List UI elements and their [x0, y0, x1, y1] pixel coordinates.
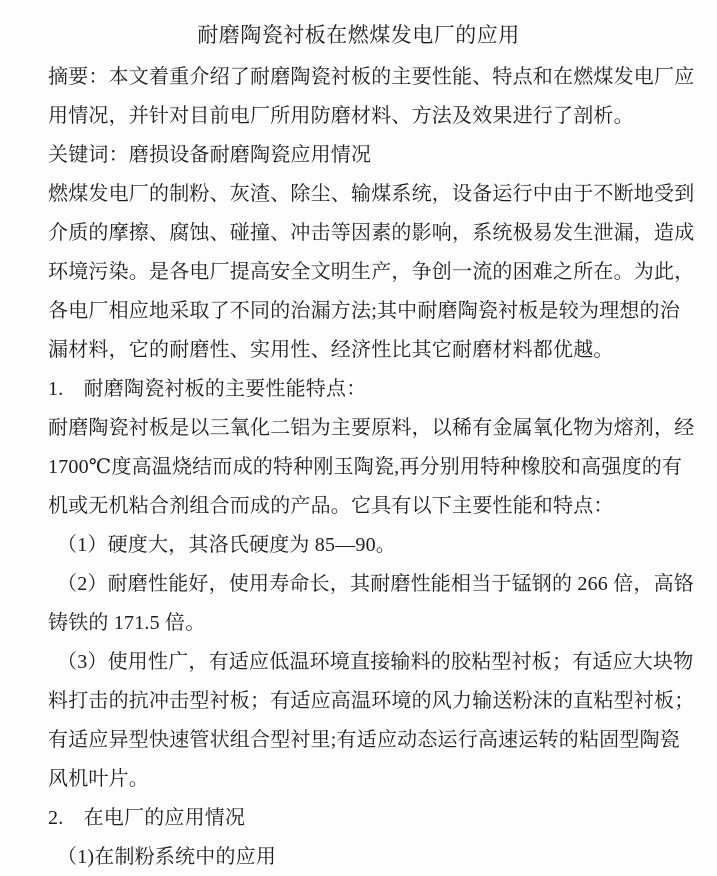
section-1-heading: 1. 耐磨陶瓷衬板的主要性能特点：: [48, 378, 367, 400]
intro-line-5: 漏材料，它的耐磨性、实用性、经济性比其它耐磨材料都优越。: [48, 339, 614, 361]
abstract-line-1: 摘要：本文着重介绍了耐磨陶瓷衬板的主要性能、特点和在燃煤发电厂应: [48, 66, 695, 88]
section-1-para-line-1: 耐磨陶瓷衬板是以三氧化二铝为主要原料，以稀有金属氧化物为熔剂，经: [48, 417, 695, 439]
feature-item-3-line-1: （3）使用性广，有适应低温环境直接输料的胶粘型衬板；有适应大块物: [57, 651, 694, 673]
section-1-para-line-2: 1700℃度高温烧结而成的特种刚玉陶瓷,再分别用特种橡胶和高强度的有: [48, 456, 683, 478]
feature-item-2-line-2: 铸铁的 171.5 倍。: [48, 612, 206, 634]
feature-item-3-line-4: 风机叶片。: [48, 768, 149, 790]
feature-item-3-line-3: 有适应异型快速管状组合型衬里;有适应动态运行高速运转的粘固型陶瓷: [48, 729, 680, 751]
feature-item-3-line-2: 料打击的抗冲击型衬板；有适应高温环境的风力输送粉沫的直粘型衬板；: [48, 690, 695, 712]
section-1-para-line-3: 机或无机粘合剂组合而成的产品。它具有以下主要性能和特点：: [48, 495, 614, 517]
section-2-heading: 2. 在电厂的应用情况: [48, 807, 246, 829]
intro-line-4: 各电厂相应地采取了不同的治漏方法;其中耐磨陶瓷衬板是较为理想的治: [48, 300, 680, 322]
intro-line-2: 介质的摩擦、腐蚀、碰撞、冲击等因素的影响，系统极易发生泄漏，造成: [48, 222, 695, 244]
keywords-line: 关键词：磨损设备耐磨陶瓷应用情况: [48, 144, 372, 166]
document-body: [0, 58, 717, 876]
intro-line-3: 环境污染。是各电厂提高安全文明生产，争创一流的困难之所在。为此，: [48, 261, 695, 283]
document-title: 耐磨陶瓷衬板在燃煤发电厂的应用: [197, 23, 520, 47]
feature-item-1: （1）硬度大，其洛氏硬度为 85—90。: [57, 534, 396, 556]
section-2-item-1: （1)在制粉系统中的应用: [57, 846, 277, 868]
abstract-line-2: 用情况，并针对目前电厂所用防磨材料、方法及效果进行了剖析。: [48, 105, 634, 127]
intro-line-1: 燃煤发电厂的制粉、灰渣、除尘、输煤系统，设备运行中由于不断地受到: [48, 183, 695, 205]
feature-item-2-line-1: （2）耐磨性能好，使用寿命长，其耐磨性能相当于锰钢的 266 倍，高铬: [57, 573, 694, 595]
